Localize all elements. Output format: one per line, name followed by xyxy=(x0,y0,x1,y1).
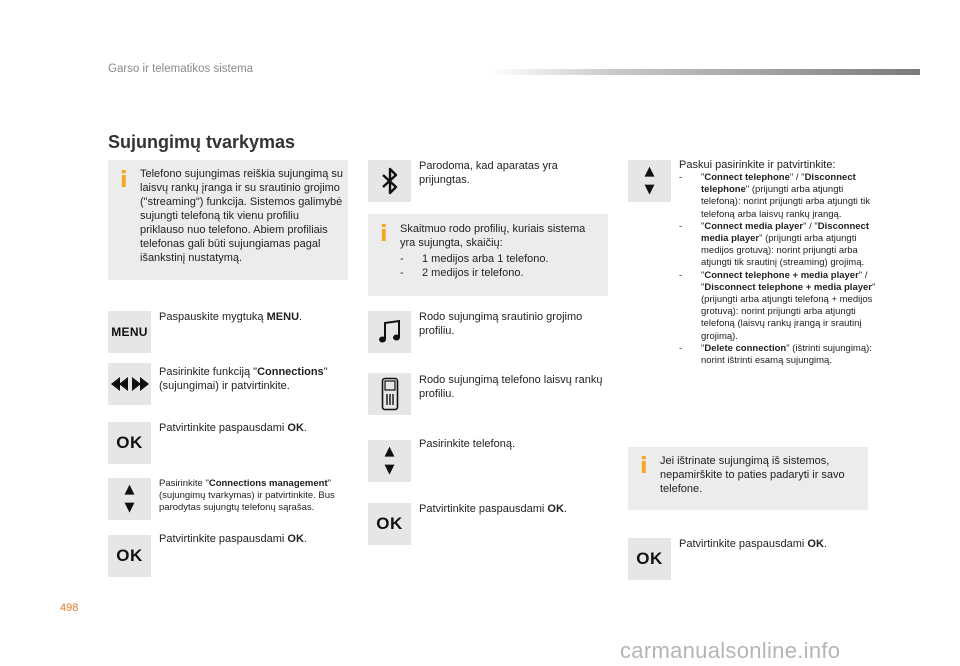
options-block xyxy=(679,158,879,367)
profiles-intro: Skaitmuo rodo profilių, kuriais sistema yra sujungta, skaičių: xyxy=(400,223,586,249)
music-description: Rodo sujungimą srautinio grojimo profiliu. xyxy=(419,311,583,337)
step-connections-management: Pasirinkite "Connections management" (sujungimų tvarkymas) ir patvirtinkite. Bus parodytas sujungtų telefonų sąrašas. xyxy=(159,478,335,514)
delete-note-text: Jei ištrinate sujungimą iš sistemos, nepamirškite to paties padaryti ir savo telefone. xyxy=(660,455,845,495)
list-item: - "Connect media player" / "Disconnect media player" (prijungti arba atjungti medijos grotuvą): norint prijungti arba atjungti tik srautinį (streaming) grojimą. xyxy=(679,220,869,269)
prev-next-button[interactable] xyxy=(108,363,151,405)
step-select-connections: Pasirinkite funkciją "Connections" (sujungimai) ir patvirtinkite. xyxy=(159,366,328,392)
arrow-down-icon: ▼ xyxy=(124,500,135,515)
watermark: carmanualsonline.info xyxy=(620,638,841,663)
profiles-list xyxy=(400,252,600,280)
step-press-menu: Paspauskite mygtuką MENU. xyxy=(159,311,303,323)
up-down-button[interactable] xyxy=(108,478,151,520)
info-icon: i xyxy=(380,222,388,247)
arrow-up-icon: ▲ xyxy=(124,482,135,497)
step-confirm-1: Patvirtinkite paspausdami OK. xyxy=(159,422,307,434)
list-item: - "Connect telephone + media player" / "Disconnect telephone + media player" (prijungti arba atjungti telefoną + medijos grotuvą): norint prijungti arba atjungti telefoną (laisvų rankų įrangą ir srautinį grojimą). xyxy=(679,269,876,342)
arrow-up-icon: ▲ xyxy=(644,164,655,179)
list-item: - "Delete connection" (ištrinti sujungimą): norint ištrinti esamą sujungimą. xyxy=(679,342,872,367)
music-note-icon xyxy=(378,319,402,345)
header-divider xyxy=(488,69,920,75)
arrow-down-icon: ▼ xyxy=(384,462,395,477)
arrow-down-icon: ▼ xyxy=(644,182,655,197)
info-icon: i xyxy=(640,454,648,479)
ok-button[interactable]: OK xyxy=(368,503,411,545)
list-item: - 2 medijos ir telefono. xyxy=(400,267,524,279)
step-confirm-2: Patvirtinkite paspausdami OK. xyxy=(159,533,307,545)
list-item: - "Connect telephone" / "Disconnect telephone" (prijungti arba atjungti telefoną): norint prijungti arba atjungti tik telefoną arba laisvų rankų įrangą. xyxy=(679,172,870,220)
ok-button[interactable]: OK xyxy=(108,535,151,577)
step-confirm-3: Patvirtinkite paspausdami OK. xyxy=(419,503,567,515)
bluetooth-description: Parodoma, kad aparatas yra prijungtas. xyxy=(419,160,558,186)
phone-icon-box xyxy=(368,373,411,415)
up-down-button[interactable] xyxy=(628,160,671,202)
step-confirm-4: Patvirtinkite paspausdami OK. xyxy=(679,538,827,550)
options-intro: Paskui pasirinkite ir patvirtinkite: xyxy=(679,159,836,171)
info-box-profiles xyxy=(368,214,608,296)
page-number: 498 xyxy=(60,602,79,614)
bluetooth-icon xyxy=(381,167,399,195)
arrow-up-icon: ▲ xyxy=(384,444,395,459)
phone-icon xyxy=(381,377,399,411)
music-icon-box xyxy=(368,311,411,353)
info-text: Telefono sujungimas reiškia sujungimą su laisvų rankų įranga ir su srautinio grojimo ("streaming") funkcija. Sistemos galimybė sujungti telefoną tik vienu profiliu priklauso nuo telefono. Abiem profiliais telefonas gali būti sujungiamas pagal išankstinį nustatymą. xyxy=(140,168,343,264)
list-item: - 1 medijos arba 1 telefono. xyxy=(400,253,549,265)
ok-button[interactable]: OK xyxy=(108,422,151,464)
menu-button[interactable]: MENU xyxy=(108,311,151,353)
ok-button[interactable]: OK xyxy=(628,538,671,580)
select-phone-text: Pasirinkite telefoną. xyxy=(419,438,515,450)
info-icon: i xyxy=(120,168,128,193)
info-box-delete xyxy=(628,447,868,510)
bluetooth-icon-box xyxy=(368,160,411,202)
info-box-connections xyxy=(108,160,348,280)
prev-next-icon xyxy=(111,377,149,391)
section-title: Garso ir telematikos sistema xyxy=(108,63,254,75)
up-down-button[interactable] xyxy=(368,440,411,482)
phone-description: Rodo sujungimą telefono laisvų rankų profiliu. xyxy=(419,374,603,400)
page-title: Sujungimų tvarkymas xyxy=(108,132,296,152)
